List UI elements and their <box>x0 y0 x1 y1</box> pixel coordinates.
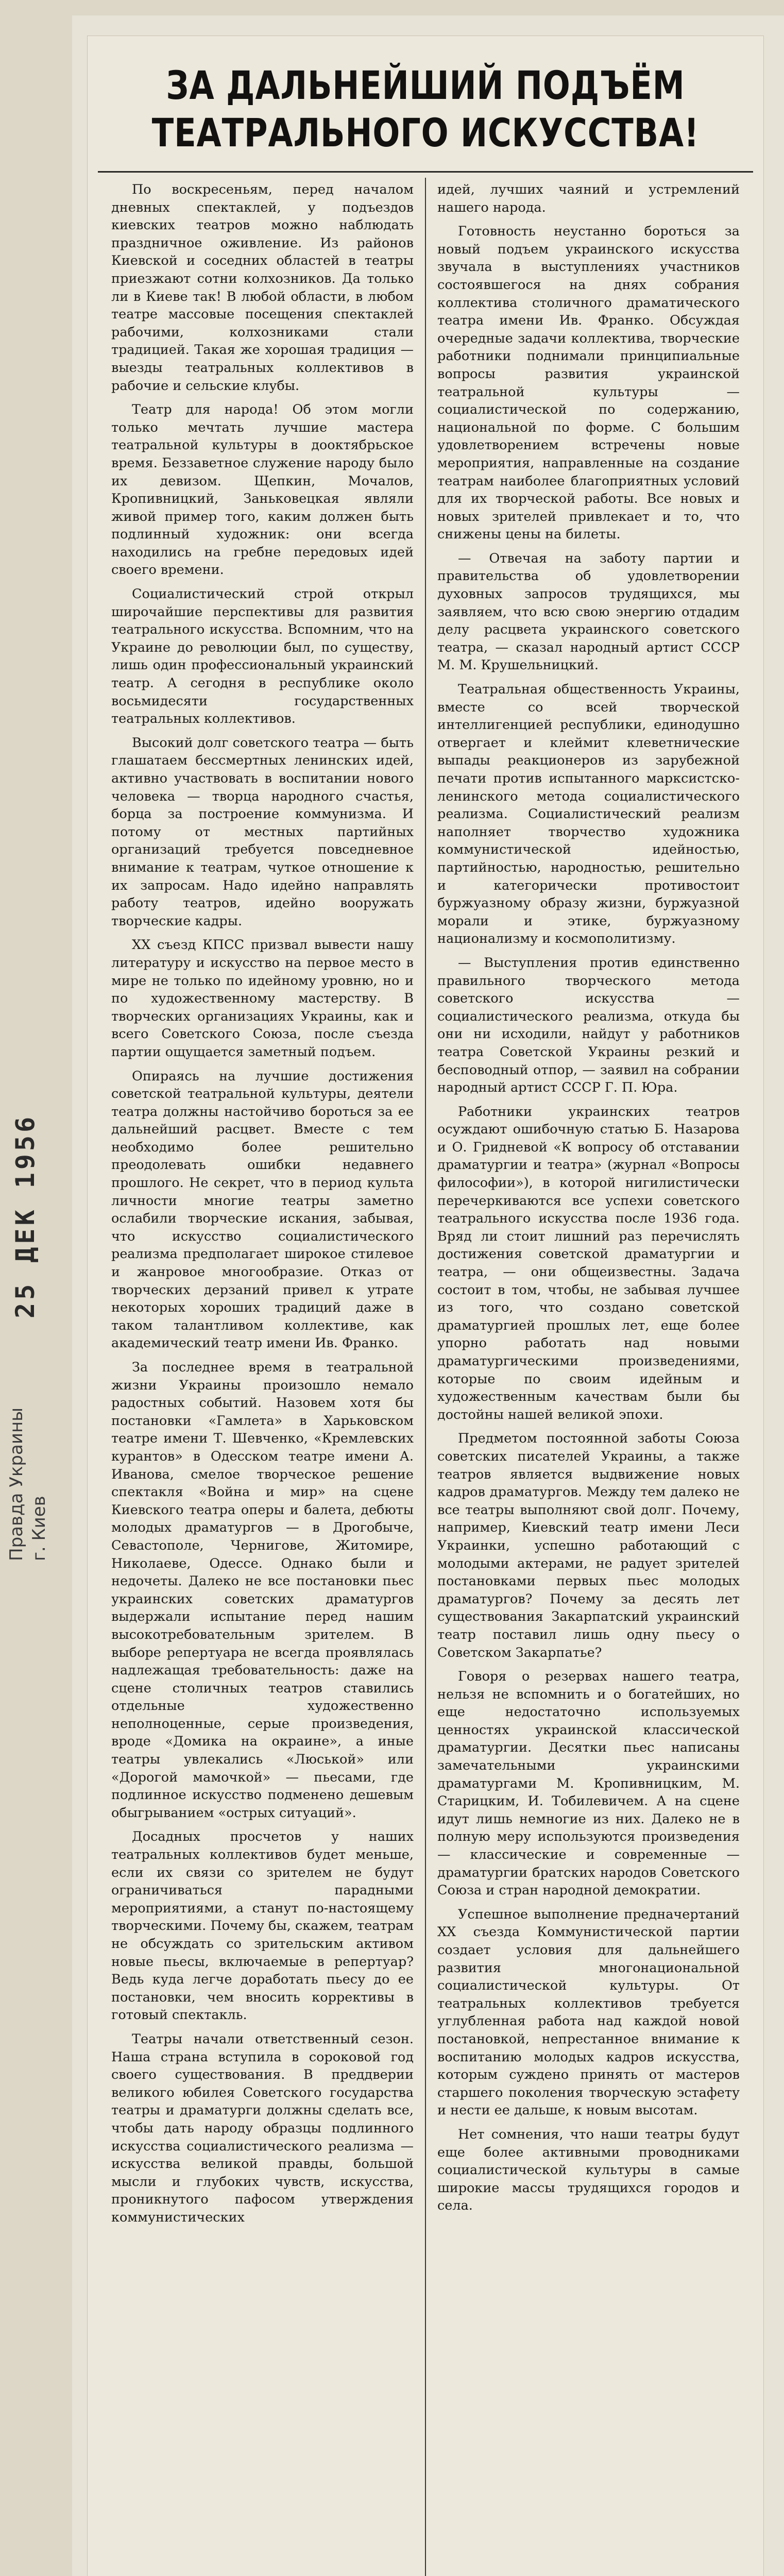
stamp-date: 25 ДЕК 1956 <box>10 1113 40 1318</box>
article-column-right <box>425 178 751 2576</box>
archive-stamp <box>5 1108 57 1561</box>
paragraph: Успешное выполнение предначертаний XX съезда Коммунистической партии создает условия для дальнейшего развития многонациональной социалистической культуры. От театральных коллективов требуется углубленная работа над каждой новой постановкой, непрестанное внимание к воспитанию молодых кадров искусства, которым суждено принять от мастеров старшего поколения творческую эстафету и нести ее дальше, к новым высотам. <box>437 1906 740 2119</box>
paragraph: — Отвечая на заботу партии и правительства об удовлетворении духовных запросов трудящихся, мы заявляем, что всю свою энергию отдадим делу расцвета украинского советского театра, — сказал народный артист СССР М. М. Крушельницкий. <box>437 550 740 673</box>
paragraph: Досадных просчетов у наших театральных коллективов будет меньше, если их связи со зрителем не будут ограничиваться парадными мероприятиями, а станут по-настоящему творческими. Почему бы, скажем, театрам не обсуждать со зрительским активом новые пьесы, включаемые в репертуар? Ведь куда легче доработать пьесу до ее постановки, чем вносить коррективы в готовый спектакль. <box>111 1829 414 2023</box>
headline-line-1: ЗА ДАЛЬНЕЙШИЙ ПОДЪЁМ <box>166 62 685 108</box>
archive-sheet <box>6 15 784 2576</box>
paragraph: Театр для народа! Об этом могли только мечтать лучшие мастера театральной культуры в дооктябрьское время. Беззаветное служение народу было их девизом. Щепкин, Мочалов, Кропивницкий, Заньковецкая являли живой пример того, каким должен быть подлинный художник: они всегда находились на гребне передовых идей своего времени. <box>111 402 414 578</box>
paragraph: Театры начали ответственный сезон. Наша страна вступила в сороковой год своего существования. В преддверии великого юбилея Советского государства театры и драматурги должны сделать все, чтобы дать народу образцы подлинного искусства социалистического реализма — искусства великой правды, большой мысли и глубоких чувств, искусства, проникнутого пафосом утверждения коммунистических <box>111 2031 414 2225</box>
newspaper-clipping <box>88 36 763 2576</box>
paragraph: — Выступления против единственно правильного творческого метода советского искусства — социалистического реализма, откуда бы они ни исходили, найдут у работников театра Советской Украины резкий и бесповодный отпор, — заявил на собрании народный артист СССР Г. П. Юра. <box>437 955 740 1096</box>
paragraph: По воскресеньям, перед началом дневных спектаклей, у подъездов киевских театров можно наблюдать праздничное оживление. Из районов Киевской и соседних областей в театры приезжают сотни колхозников. Да только ли в Киеве так! В любой области, в любом театре массовые посещения спектаклей рабочими, колхозниками стали традицией. Такая же хорошая традиция — выезды театральных коллективов в рабочие и сельские клубы. <box>111 182 414 394</box>
paragraph: Готовность неустанно бороться за новый подъем украинского искусства звучала в выступлениях участников состоявшегося на днях собрания коллектива столичного драматического театра имени Ив. Франко. Обсуждая очередные задачи коллектива, творческие работники поднимали принципиальные вопросы развития украинской театральной культуры — социалистической по содержанию, национальной по форме. С большим удовлетворением встречены новые мероприятия, направленные на создание театрам наиболее благоприятных условий для их творческой работы. Все новых и новых зрителей привлекает и то, что снижены цены на билеты. <box>437 224 740 543</box>
paragraph: За последнее время в театральной жизни Украины произошло немало радостных событий. Назовем хотя бы постановки «Гамлета» в Харьковском театре имени Т. Шевченко, «Кремлевских курантов» в Одесском театре имени А. Иванова, смелое творческое решение спектакля «Война и мир» на сцене Киевского театра оперы и балета, дебюты молодых драматургов — в Дрогобыче, Севастополе, Чернигове, Житомире, Николаеве, Одессе. Однако были и недочеты. Далеко не все постановки пьес украинских советских драматургов выдержали испытание перед нашим высокотребовательным зрителем. В выборе репертуара не всегда проявлялась надлежащая требовательность: даже на сцене столичных театров ставились отдельные художественно неполноценные, серые произведения, вроде «Домика на окраине», а иные театры увлекались «Люськой» или «Дорогой мамочкой» — пьесами, где подлинное искусство подменено дешевым обыгрыванием «острых ситуаций». <box>111 1360 414 1821</box>
paragraph: Нет сомнения, что наши театры будут еще более активными проводниками социалистической культуры в самые широкие массы трудящихся городов и села. <box>437 2126 740 2214</box>
paragraph: Театральная общественность Украины, вместе со всей творческой интеллигенцией республики, единодушно отвергает и клеймит клеветнические выпады реакционеров из зарубежной печати против испытанного марксистско-ленинского метода социалистического реализма. Социалистический реализм наполняет творчество художника коммунистической идейностью, партийностью, народностью, решительно и категорически противостоит буржуазному образу жизни, буржуазной морали и этике, буржуазному национализму и космополитизму. <box>437 682 740 947</box>
article-headline <box>88 36 763 155</box>
headline-rule <box>98 171 753 173</box>
paragraph: Социалистический строй открыл широчайшие перспективы для развития театрального искусства. Вспомним, что на Украине до революции был, по существу, лишь один профессиональный украинский театр. А сегодня в республике около восьмидесяти государственных театральных коллективов. <box>111 586 414 727</box>
paragraph: Опираясь на лучшие достижения советской театральной культуры, деятели театра должны настойчиво бороться за ее дальнейший расцвет. Вместе с тем необходимо более решительно преодолевать ошибки недавнего прошлого. Не секрет, что в период культа личности многие театры заметно ослабили творческие искания, забывая, что искусство социалистического реализма предполагает широкое стилевое и жанровое многообразие. Отказ от творческих дерзаний привел к утрате некоторых хороших традиций даже в таком талантливом коллективе, как академический театр имени Ив. Франко. <box>111 1068 414 1351</box>
stamp-source-city: г. Киев <box>29 1496 49 1561</box>
paragraph: Работники украинских театров осуждают ошибочную статью Б. Назарова и О. Гридневой «К вопросу об отставании драматургии и театра» (журнал «Вопросы философии»), в которой нигилистически перечеркиваются все успехи советского театрального искусства после 1936 года. Вряд ли стоит лишний раз перечислять достижения советской драматургии и театра, — они общеизвестны. Задача состоит в том, чтобы, не забывая лучшее из того, что создано советской драматургией прошлых лет, еще более упорно работать над новыми драматургическими произведениями, которые по своим идейным и художественным качествам были бы достойны нашей великой эпохи. <box>437 1104 740 1422</box>
stamp-source-newspaper: Правда Украины <box>6 1407 27 1561</box>
article-body <box>100 178 751 2576</box>
paragraph: Говоря о резервах нашего театра, нельзя не вспомнить и о богатейших, но еще недостаточно используемых ценностях украинской классической драматургии. Десятки пьес написаны замечательными украинскими драматургами М. Кропивницким, М. Старицким, И. Тобилевичем. А на сцене идут лишь немногие из них. Далеко не в полную меру используются произведения — классические и современные — драматургии братских народов Советского Союза и стран народной демократии. <box>437 1669 740 1899</box>
paragraph: XX съезд КПСС призвал вывести нашу литературу и искусство на первое место в мире не только по идейному уровню, но и по художественному мастерству. В творческих организациях Украины, как и всего Советского Союза, после съезда партии ощущается заметный подъем. <box>111 937 414 1060</box>
paragraph-continued: идей, лучших чаяний и устремлений нашего народа. <box>437 182 740 215</box>
headline-line-2: ТЕАТРАЛЬНОГО ИСКУССТВА! <box>151 110 700 156</box>
stamp-source <box>5 1365 57 1561</box>
paragraph: Предметом постоянной заботы Союза советских писателей Украины, а также театров является выдвижение новых кадров драматургов. Между тем далеко не все театры выполняют свой долг. Почему, например, Киевский театр имени Леси Украинки, успешно работающий с молодыми актерами, не радует зрителей постановками первых пьес молодых драматургов? Почему за десять лет существования Закарпатский украинский театр поставил лишь одну пьесу о Советском Закарпатье? <box>437 1431 740 1660</box>
article-column-left <box>100 178 425 2576</box>
paragraph: Высокий долг советского театра — быть глашатаем бессмертных ленинских идей, активно участвовать в воспитании нового человека — творца народного счастья, борца за построение коммунизма. И потому от местных партийных организаций требуется повседневное внимание к театрам, чуткое отношение к их запросам. Надо идейно направлять работу театров, идейно вооружать творческие кадры. <box>111 735 414 929</box>
